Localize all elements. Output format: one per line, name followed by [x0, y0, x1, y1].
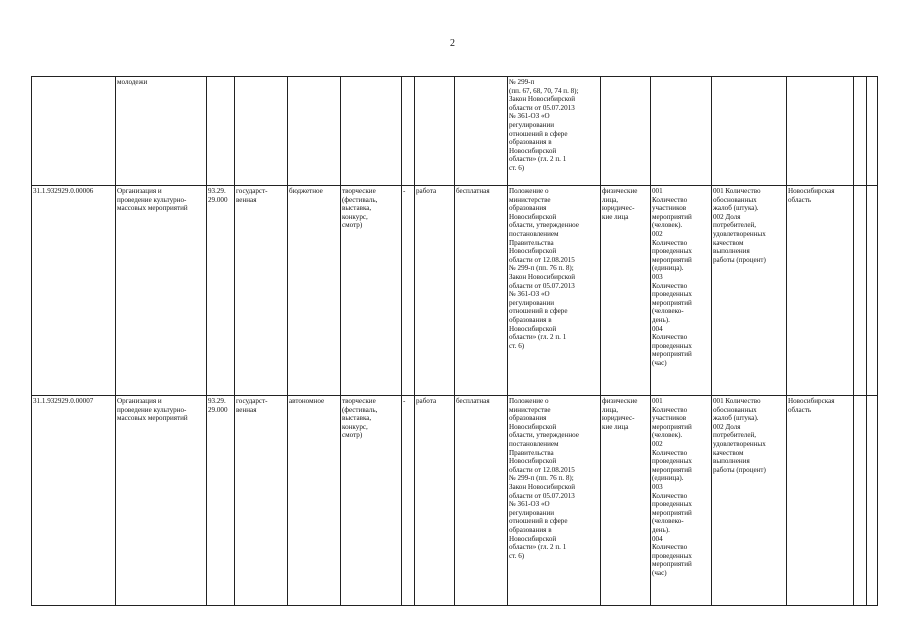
cell-line: проведенных: [652, 457, 692, 466]
cell-line: постановлением: [509, 229, 559, 238]
cell-line: проведение культурно-: [117, 195, 187, 204]
cell-line: потребителей,: [713, 431, 757, 440]
cell-line: 002: [652, 229, 663, 238]
volume-indicators-cell: [651, 396, 712, 606]
cell-line: качеством: [713, 448, 744, 457]
cell-line: лица,: [602, 195, 619, 204]
cell-line: 002 Доля: [713, 422, 741, 431]
cell-line: 001 Количество: [713, 187, 761, 195]
cell-line: области от 05.07.2013: [509, 491, 575, 500]
extra-cell-1: [854, 396, 867, 606]
cell-line: (единица).: [652, 474, 684, 483]
okved-code-cell: [207, 77, 235, 186]
cell-line: образования: [509, 204, 547, 213]
cell-line: удовлетворенных: [713, 439, 766, 448]
cell-line: Количество: [652, 238, 688, 247]
cell-line: № 299-п: [509, 78, 535, 86]
cell-line: проведенных: [652, 290, 692, 299]
cell-line: № 361-ОЗ «О: [509, 112, 550, 121]
cell-line: жалоб (штука).: [713, 204, 759, 213]
cell-line: государст-: [236, 397, 268, 405]
cell-line: кие лица: [602, 212, 629, 221]
institution-type-cell: автономное: [288, 396, 341, 606]
cell-line: юридичес-: [602, 414, 635, 423]
quality-indicators-cell: [712, 396, 787, 606]
cell-line: обоснованных: [713, 405, 757, 414]
cell-line: (фестиваль,: [342, 195, 378, 204]
cell-line: отношений в сфере: [509, 517, 568, 526]
cell-line: творческие: [342, 397, 376, 405]
cell-line: регулировании: [509, 508, 555, 517]
cell-line: ст. 6): [509, 163, 525, 172]
cell-line: отношений в сфере: [509, 307, 568, 316]
cell-line: Новосибирская: [788, 187, 835, 195]
cell-line: 29.000: [208, 195, 228, 204]
cell-line: 93.29.: [208, 397, 226, 405]
cell-line: регулировании: [509, 298, 555, 307]
legal-basis-cell: [508, 186, 601, 396]
cell-line: мероприятий: [652, 350, 692, 359]
service-name-cell: [116, 396, 207, 606]
cell-line: физические: [602, 187, 638, 195]
cell-line: выполнения: [713, 247, 750, 256]
cell-line: Количество: [652, 333, 688, 342]
payment-type-cell: [455, 77, 508, 186]
cell-line: венная: [236, 195, 257, 204]
cell-line: мероприятий: [652, 560, 692, 569]
extra-cell-2: [867, 396, 878, 606]
cell-line: Количество: [652, 405, 688, 414]
cell-line: Количество: [652, 543, 688, 552]
cell-line: проведенных: [652, 500, 692, 509]
cell-line: участников: [652, 414, 687, 423]
cell-line: Правительства: [509, 238, 554, 247]
cell-line: проведение культурно-: [117, 405, 187, 414]
cell-line: (человек).: [652, 431, 683, 440]
extra-cell-1: [854, 77, 867, 186]
cell-line: лица,: [602, 405, 619, 414]
ownership-cell: [235, 396, 288, 606]
cell-line: выставка,: [342, 204, 372, 213]
cell-line: Новосибирской: [509, 324, 557, 333]
cell-line: мероприятий: [652, 422, 692, 431]
cell-line: Количество: [652, 491, 688, 500]
cell-line: 001: [652, 187, 663, 195]
cell-line: мероприятий: [652, 212, 692, 221]
institution-type-cell: [288, 77, 341, 186]
cell-line: 003: [652, 272, 663, 281]
region-cell: [787, 186, 854, 396]
cell-line: 002: [652, 439, 663, 448]
cell-line: (фестиваль,: [342, 405, 378, 414]
cell-line: Новосибирской: [509, 247, 557, 256]
cell-line: физические: [602, 397, 638, 405]
cell-line: участников: [652, 204, 687, 213]
cell-line: мероприятий: [652, 255, 692, 264]
cell-line: Закон Новосибирской: [509, 95, 576, 104]
content-cell: [341, 77, 402, 186]
cell-line: удовлетворенных: [713, 229, 766, 238]
table-row: [32, 396, 878, 606]
cell-line: образования в: [509, 525, 552, 534]
legal-basis-cell: [508, 396, 601, 606]
cell-line: массовых мероприятий: [117, 414, 188, 423]
cell-line: смотр): [342, 431, 363, 440]
cell-line: регулировании: [509, 120, 555, 129]
cell-line: 001: [652, 397, 663, 405]
cell-line: государст-: [236, 187, 268, 195]
cell-line: 29.000: [208, 405, 228, 414]
cell-line: конкурс,: [342, 212, 368, 221]
okved-code-cell: [207, 186, 235, 396]
cell-line: области» (гл. 2 п. 1: [509, 155, 567, 164]
cell-line: Новосибирской: [509, 212, 557, 221]
cell-line: постановлением: [509, 439, 559, 448]
cell-line: выставка,: [342, 414, 372, 423]
region-cell: [787, 77, 854, 186]
service-name-cell: [116, 77, 207, 186]
cell-line: образования в: [509, 315, 552, 324]
condition-cell: -: [402, 186, 415, 396]
cell-line: смотр): [342, 221, 363, 230]
cell-line: области» (гл. 2 п. 1: [509, 543, 567, 552]
cell-line: мероприятий: [652, 298, 692, 307]
cell-line: области, утвержденное: [509, 431, 579, 440]
cell-line: Организация и: [117, 397, 162, 405]
cell-line: молодежи: [117, 78, 148, 86]
cell-line: работы (процент): [713, 465, 766, 474]
cell-line: область: [788, 195, 812, 204]
service-code-cell: 31.1.932929.0.00007: [32, 396, 116, 606]
cell-line: (человеко-: [652, 517, 684, 526]
cell-line: Новосибирская: [788, 397, 835, 405]
consumer-category-cell: [601, 186, 651, 396]
cell-line: образования: [509, 414, 547, 423]
cell-line: мероприятий: [652, 508, 692, 517]
cell-line: Новосибирской: [509, 457, 557, 466]
cell-line: проведенных: [652, 341, 692, 350]
cell-line: области от 12.08.2015: [509, 255, 575, 264]
cell-line: № 361-ОЗ «О: [509, 290, 550, 299]
cell-line: 003: [652, 482, 663, 491]
quality-indicators-cell: [712, 186, 787, 396]
volume-indicators-cell: [651, 77, 712, 186]
cell-line: образования в: [509, 138, 552, 147]
cell-line: Закон Новосибирской: [509, 272, 576, 281]
cell-line: (пп. 67, 68, 70, 74 п. 8);: [509, 86, 579, 95]
cell-line: 004: [652, 324, 663, 333]
cell-line: творческие: [342, 187, 376, 195]
cell-line: проведенных: [652, 247, 692, 256]
cell-line: (человек).: [652, 221, 683, 230]
cell-line: Новосибирской: [509, 422, 557, 431]
cell-line: Новосибирской: [509, 534, 557, 543]
cell-line: Закон Новосибирской: [509, 482, 576, 491]
activity-kind-cell: работа: [415, 186, 455, 396]
cell-line: 004: [652, 534, 663, 543]
content-cell: [341, 396, 402, 606]
content-cell: [341, 186, 402, 396]
institution-type-cell: бюджетное: [288, 186, 341, 396]
cell-line: жалоб (штука).: [713, 414, 759, 423]
cell-line: юридичес-: [602, 204, 635, 213]
cell-line: № 361-ОЗ «О: [509, 500, 550, 509]
cell-line: кие лица: [602, 422, 629, 431]
cell-line: отношений в сфере: [509, 129, 568, 138]
cell-line: Правительства: [509, 448, 554, 457]
cell-line: области от 05.07.2013: [509, 103, 575, 112]
cell-line: министерстве: [509, 195, 551, 204]
quality-indicators-cell: [712, 77, 787, 186]
table-row: [32, 77, 878, 186]
cell-line: область: [788, 405, 812, 414]
cell-line: министерстве: [509, 405, 551, 414]
cell-line: ст. 6): [509, 341, 525, 350]
activity-kind-cell: работа: [415, 396, 455, 606]
cell-line: (час): [652, 568, 667, 577]
cell-line: работы (процент): [713, 255, 766, 264]
extra-cell-2: [867, 186, 878, 396]
cell-line: день).: [652, 315, 670, 324]
extra-cell-1: [854, 186, 867, 396]
cell-line: 002 Доля: [713, 212, 741, 221]
cell-line: № 299-п (пп. 76 п. 8);: [509, 264, 574, 273]
extra-cell-2: [867, 77, 878, 186]
cell-line: Количество: [652, 281, 688, 290]
cell-line: проведенных: [652, 551, 692, 560]
cell-line: день).: [652, 525, 670, 534]
okved-code-cell: [207, 396, 235, 606]
ownership-cell: [235, 186, 288, 396]
table-row: [32, 186, 878, 396]
cell-line: обоснованных: [713, 195, 757, 204]
cell-line: конкурс,: [342, 422, 368, 431]
cell-line: Организация и: [117, 187, 162, 195]
payment-type-cell: бесплатная: [455, 186, 508, 396]
registry-table: [31, 76, 878, 606]
cell-line: массовых мероприятий: [117, 204, 188, 213]
cell-line: мероприятий: [652, 465, 692, 474]
consumer-category-cell: [601, 77, 651, 186]
condition-cell: [402, 77, 415, 186]
consumer-category-cell: [601, 396, 651, 606]
cell-line: (человеко-: [652, 307, 684, 316]
cell-line: области от 05.07.2013: [509, 281, 575, 290]
condition-cell: -: [402, 396, 415, 606]
cell-line: Количество: [652, 448, 688, 457]
cell-line: 001 Количество: [713, 397, 761, 405]
cell-line: потребителей,: [713, 221, 757, 230]
cell-line: (час): [652, 358, 667, 367]
cell-line: Новосибирской: [509, 146, 557, 155]
region-cell: [787, 396, 854, 606]
volume-indicators-cell: [651, 186, 712, 396]
cell-line: области» (гл. 2 п. 1: [509, 333, 567, 342]
cell-line: области, утвержденное: [509, 221, 579, 230]
payment-type-cell: бесплатная: [455, 396, 508, 606]
cell-line: венная: [236, 405, 257, 414]
cell-line: 93.29.: [208, 187, 226, 195]
activity-kind-cell: [415, 77, 455, 186]
cell-line: (единица).: [652, 264, 684, 273]
service-code-cell: [32, 77, 116, 186]
cell-line: Количество: [652, 195, 688, 204]
service-name-cell: [116, 186, 207, 396]
cell-line: № 299-п (пп. 76 п. 8);: [509, 474, 574, 483]
cell-line: ст. 6): [509, 551, 525, 560]
cell-line: Положение о: [509, 187, 549, 195]
page-number: 2: [450, 38, 455, 49]
legal-basis-cell: [508, 77, 601, 186]
cell-line: выполнения: [713, 457, 750, 466]
cell-line: качеством: [713, 238, 744, 247]
ownership-cell: [235, 77, 288, 186]
cell-line: области от 12.08.2015: [509, 465, 575, 474]
service-code-cell: 31.1.932929.0.00006: [32, 186, 116, 396]
cell-line: Положение о: [509, 397, 549, 405]
